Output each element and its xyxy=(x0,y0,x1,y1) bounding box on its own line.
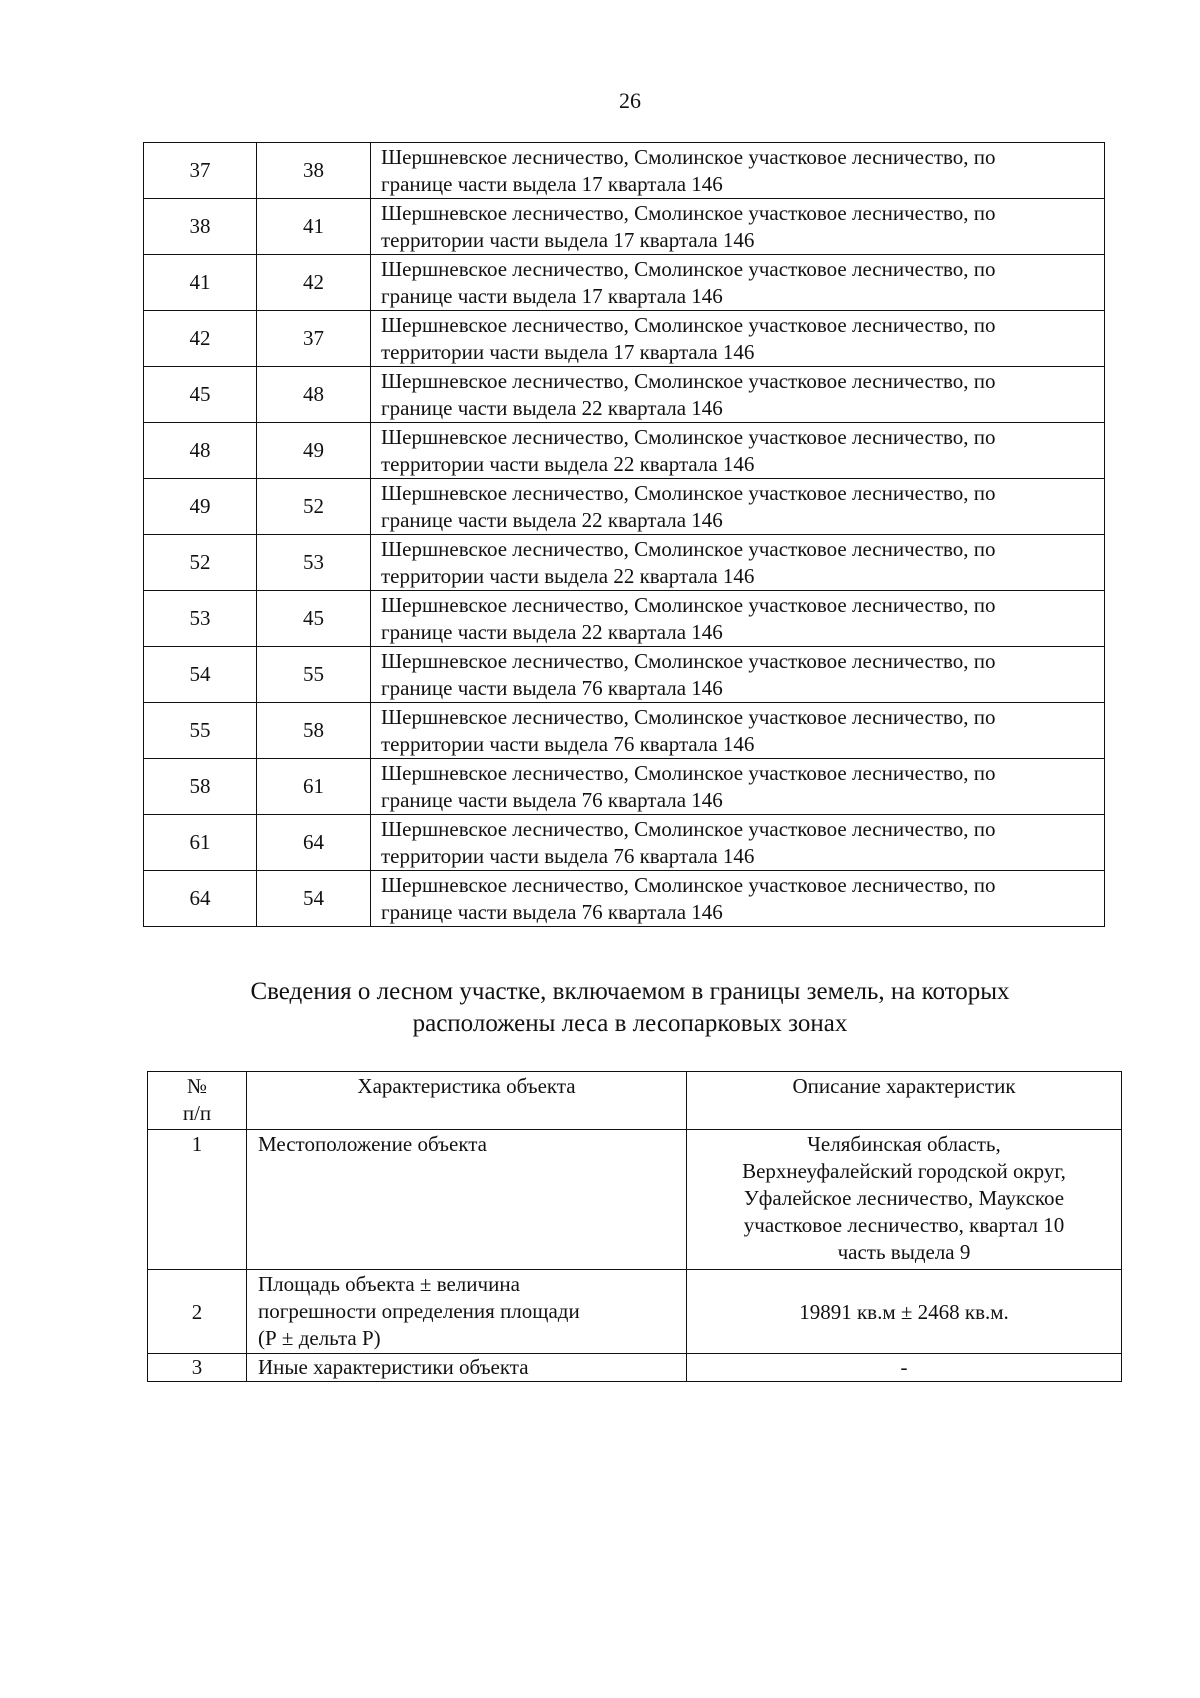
table-row xyxy=(148,1130,1122,1270)
segment-to-point: 61 xyxy=(257,759,371,815)
characteristics-table xyxy=(147,1071,1122,1382)
segment-to-point: 64 xyxy=(257,815,371,871)
table-row xyxy=(144,255,1105,311)
segment-description: Шершневское лесничество, Смолинское участковое лесничество, по границе части выдела 76 квартала 146 xyxy=(371,759,1105,815)
segment-to-point: 41 xyxy=(257,199,371,255)
segment-description: Шершневское лесничество, Смолинское участковое лесничество, по границе части выдела 22 квартала 146 xyxy=(371,479,1105,535)
segment-from-point: 53 xyxy=(144,591,257,647)
column-header-characteristic: Характеристика объекта xyxy=(247,1072,687,1130)
segment-from-point: 38 xyxy=(144,199,257,255)
table-row xyxy=(144,423,1105,479)
segment-to-point: 45 xyxy=(257,591,371,647)
table-row xyxy=(144,535,1105,591)
segment-from-point: 42 xyxy=(144,311,257,367)
boundary-segments-table xyxy=(143,142,1105,927)
table-row xyxy=(144,199,1105,255)
row-number: 2 xyxy=(148,1270,247,1354)
segment-to-point: 49 xyxy=(257,423,371,479)
characteristic-name: Иные характеристики объекта xyxy=(247,1354,687,1382)
table-row xyxy=(144,703,1105,759)
segment-to-point: 42 xyxy=(257,255,371,311)
row-number: 3 xyxy=(148,1354,247,1382)
segment-to-point: 58 xyxy=(257,703,371,759)
segment-description: Шершневское лесничество, Смолинское участковое лесничество, по границе части выдела 17 квартала 146 xyxy=(371,255,1105,311)
table-row xyxy=(144,871,1105,927)
segment-to-point: 54 xyxy=(257,871,371,927)
table-row xyxy=(148,1270,1122,1354)
table-row xyxy=(144,311,1105,367)
table-row xyxy=(144,647,1105,703)
segment-description: Шершневское лесничество, Смолинское участковое лесничество, по территории части выдела 22 квартала 146 xyxy=(371,423,1105,479)
column-header-description: Описание характеристик xyxy=(687,1072,1122,1130)
segment-description: Шершневское лесничество, Смолинское участковое лесничество, по территории части выдела 22 квартала 146 xyxy=(371,535,1105,591)
table-row xyxy=(144,591,1105,647)
characteristic-name: Местоположение объекта xyxy=(247,1130,687,1270)
segment-description: Шершневское лесничество, Смолинское участковое лесничество, по границе части выдела 22 квартала 146 xyxy=(371,591,1105,647)
segment-description: Шершневское лесничество, Смолинское участковое лесничество, по границе части выдела 76 квартала 146 xyxy=(371,647,1105,703)
segment-to-point: 37 xyxy=(257,311,371,367)
segment-from-point: 54 xyxy=(144,647,257,703)
table-row xyxy=(144,479,1105,535)
segment-from-point: 58 xyxy=(144,759,257,815)
table-row xyxy=(144,143,1105,199)
table-header-row xyxy=(148,1072,1122,1130)
characteristic-value: 19891 кв.м ± 2468 кв.м. xyxy=(687,1270,1122,1354)
segment-to-point: 38 xyxy=(257,143,371,199)
segment-from-point: 64 xyxy=(144,871,257,927)
segment-from-point: 49 xyxy=(144,479,257,535)
column-header-number: № п/п xyxy=(148,1072,247,1130)
segment-from-point: 61 xyxy=(144,815,257,871)
segment-description: Шершневское лесничество, Смолинское участковое лесничество, по территории части выдела 76 квартала 146 xyxy=(371,703,1105,759)
table-row xyxy=(144,759,1105,815)
characteristic-value: - xyxy=(687,1354,1122,1382)
segment-description: Шершневское лесничество, Смолинское участковое лесничество, по территории части выдела 17 квартала 146 xyxy=(371,311,1105,367)
segment-description: Шершневское лесничество, Смолинское участковое лесничество, по территории части выдела 17 квартала 146 xyxy=(371,199,1105,255)
segment-from-point: 37 xyxy=(144,143,257,199)
segment-description: Шершневское лесничество, Смолинское участковое лесничество, по границе части выдела 22 квартала 146 xyxy=(371,367,1105,423)
segment-from-point: 55 xyxy=(144,703,257,759)
segment-from-point: 45 xyxy=(144,367,257,423)
row-number: 1 xyxy=(148,1130,247,1270)
segment-description: Шершневское лесничество, Смолинское участковое лесничество, по территории части выдела 76 квартала 146 xyxy=(371,815,1105,871)
page-number: 26 xyxy=(619,88,641,113)
segment-description: Шершневское лесничество, Смолинское участковое лесничество, по границе части выдела 76 квартала 146 xyxy=(371,871,1105,927)
segment-from-point: 41 xyxy=(144,255,257,311)
table-row xyxy=(144,815,1105,871)
segment-from-point: 48 xyxy=(144,423,257,479)
table-row xyxy=(148,1354,1122,1382)
characteristic-name: Площадь объекта ± величина погрешности определения площади (Р ± дельта Р) xyxy=(247,1270,687,1354)
segment-to-point: 48 xyxy=(257,367,371,423)
section-heading: Сведения о лесном участке, включаемом в границы земель, на которых расположены леса в лесопарковых зонах xyxy=(250,978,1010,1037)
segment-description: Шершневское лесничество, Смолинское участковое лесничество, по границе части выдела 17 квартала 146 xyxy=(371,143,1105,199)
segment-from-point: 52 xyxy=(144,535,257,591)
table-row xyxy=(144,367,1105,423)
characteristic-value: Челябинская область, Верхнеуфалейский городской округ, Уфалейское лесничество, Маукское участковое лесничество, квартал 10 часть выдела 9 xyxy=(687,1130,1122,1270)
segment-to-point: 53 xyxy=(257,535,371,591)
segment-to-point: 52 xyxy=(257,479,371,535)
segment-to-point: 55 xyxy=(257,647,371,703)
